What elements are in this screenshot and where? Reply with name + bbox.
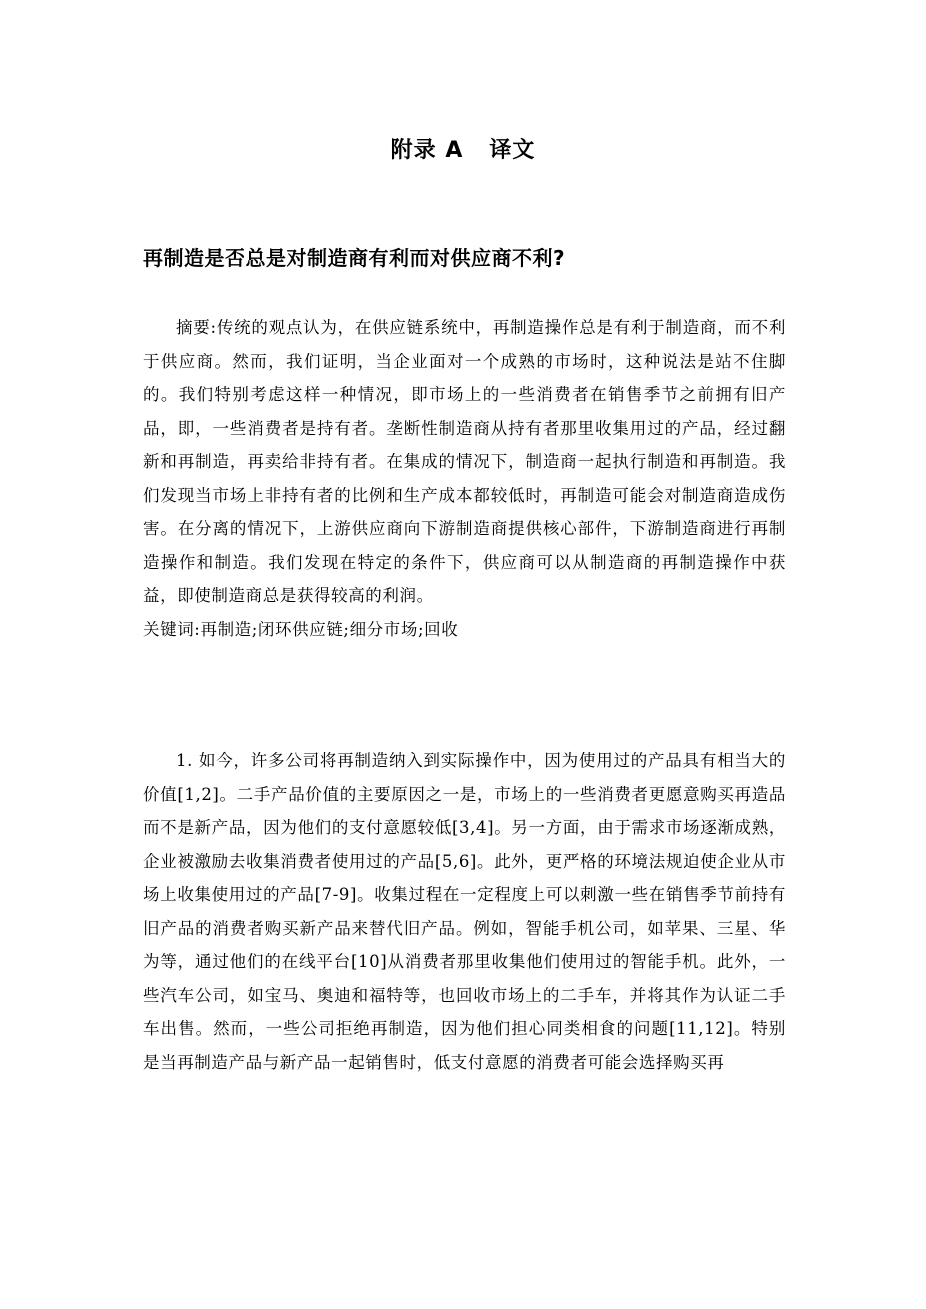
keywords-line bbox=[143, 613, 786, 647]
appendix-title: 附录 A 译文 bbox=[390, 138, 536, 163]
keywords-text: 再制造;闭环供应链;细分市场;回收 bbox=[200, 619, 459, 639]
abstract-text: 传统的观点认为，在供应链系统中，再制造操作总是有利于制造商，而不利于供应商。然而，我们证明，当企业面对一个成熟的市场时，这种说法是站不住脚的。我们特别考虑这样一种情况，即市场上的一些消费者在销售季节之前拥有旧产品，即，一些消费者是持有者。垄断性制造商从持有者那里收集用过的产品，经过翻新和再制造，再卖给非持有者。在集成的情况下，制造商一起执行制造和再制造。我们发现当市场上非持有者的比例和生产成本都较低时，再制造可能会对制造商造成伤害。在分离的情况下，上游供应商向下游制造商提供核心部件，下游制造商进行再制造操作和制造。我们发现在特定的条件下，供应商可以从制造商的再制造操作中获益，即使制造商总是获得较高的利润。 bbox=[143, 318, 786, 605]
keywords-label: 关键词: bbox=[143, 619, 201, 639]
body-paragraph-1: 1. 如今，许多公司将再制造纳入到实际操作中，因为使用过的产品具有相当大的价值[1,2]。二手产品价值的主要原因之一是，市场上的一些消费者更愿意购买再造品而不是新产品，因为他们的支付意愿较低[3,4]。另一方面，由于需求市场逐渐成熟，企业被激励去收集消费者使用过的产品[5,6]。此外，更严格的环境法规迫使企业从市场上收集使用过的产品[7-9]。收集过程在一定程度上可以刺激一些在销售季节前持有旧产品的消费者购买新产品来替代旧产品。例如，智能手机公司，如苹果、三星、华为等，通过他们的在线平台[10]从消费者那里收集他们使用过的智能手机。此外，一些汽车公司，如宝马、奥迪和福特等，也回收市场上的二手车，并将其作为认证二手车出售。然而，一些公司拒绝再制造，因为他们担心同类相食的问题[11,12]。特别是当再制造产品与新产品一起销售时，低支付意愿的消费者可能会选择购买再 bbox=[143, 751, 786, 1072]
abstract-section bbox=[143, 311, 786, 646]
paper-title: 再制造是否总是对制造商有利而对供应商不利? bbox=[143, 246, 566, 270]
abstract-label: 摘要: bbox=[176, 318, 217, 337]
abstract-paragraph bbox=[143, 311, 786, 613]
